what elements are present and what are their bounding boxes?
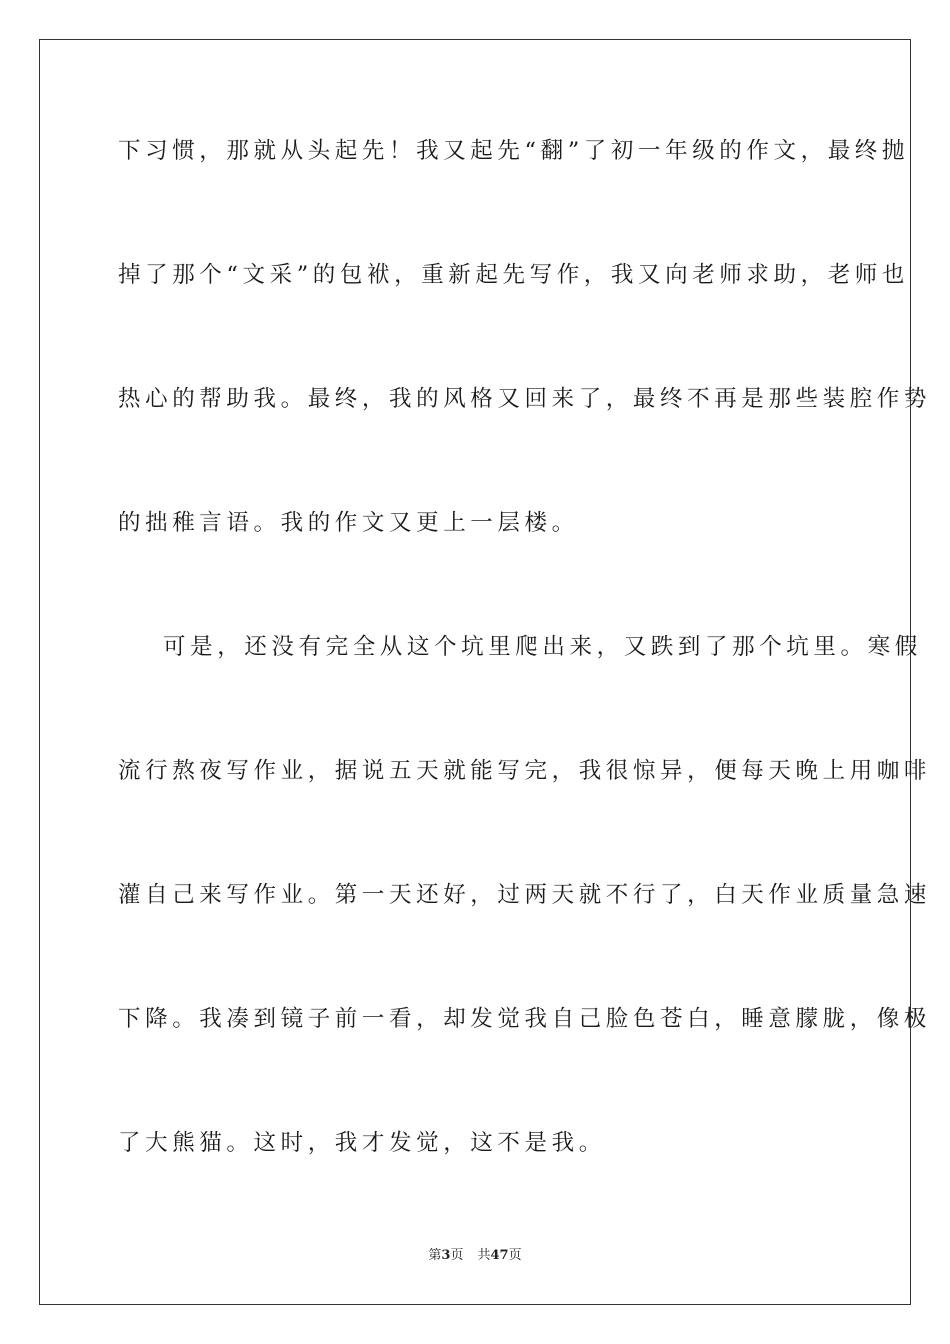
paragraph-line-3: 热心的帮助我。最终，我的风格又回来了，最终不再是那些装腔作势 xyxy=(118,386,932,412)
page-border xyxy=(39,39,932,1305)
paragraph-line-2: 掉了那个“文采”的包袱，重新起先写作，我又向老师求助，老师也 xyxy=(118,262,910,288)
paragraph-line-4: 的拙稚言语。我的作文又更上一层楼。 xyxy=(118,510,579,536)
paragraph-line-1: 下习惯，那就从头起先！我又起先“翻”了初一年级的作文，最终抛 xyxy=(118,138,910,164)
page-footer xyxy=(0,1247,950,1265)
paragraph-line-7: 灌自己来写作业。第一天还好，过两天就不行了，白天作业质量急速 xyxy=(118,882,932,908)
page-suffix: 页 xyxy=(450,1248,464,1263)
page-number: 3 xyxy=(441,1248,451,1263)
paragraph-line-6: 流行熬夜写作业，据说五天就能写完，我很惊异，便每天晚上用咖啡 xyxy=(118,758,932,784)
total-suffix: 页 xyxy=(508,1248,522,1263)
page-prefix: 第 xyxy=(428,1248,442,1263)
paragraph-line-8: 下降。我凑到镜子前一看，却发觉我自己脸色苍白，睡意朦胧，像极 xyxy=(118,1006,932,1032)
paragraph-line-5: 可是，还没有完全从这个坑里爬出来，又跌到了那个坑里。寒假 xyxy=(163,634,922,660)
paragraph-line-9: 了大熊猫。这时，我才发觉，这不是我。 xyxy=(118,1130,606,1156)
total-prefix: 共 xyxy=(477,1248,491,1263)
total-pages: 47 xyxy=(490,1248,509,1263)
